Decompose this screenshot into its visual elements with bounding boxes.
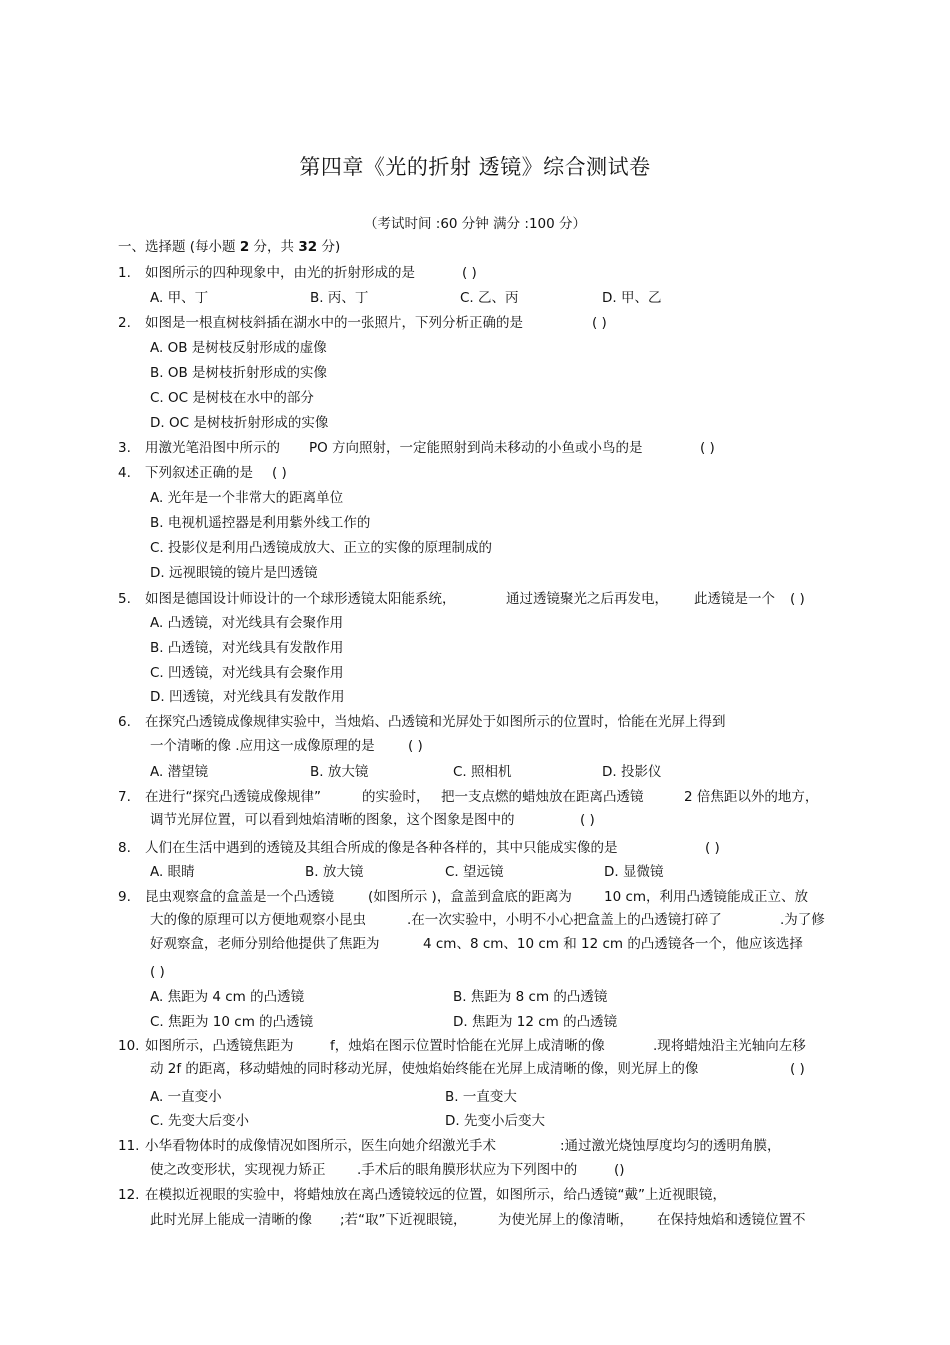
q1-option-d: D. 甲、乙 bbox=[602, 290, 662, 306]
q9-paren: ( ) bbox=[150, 964, 165, 980]
q9-text-line2c: .为了修 bbox=[780, 912, 825, 928]
q3-text: 用激光笔沿图中所示的 bbox=[145, 440, 280, 456]
q12-text-line2d: 在保持烛焰和透镜位置不 bbox=[657, 1212, 806, 1228]
q9-num: 9. bbox=[118, 889, 131, 905]
q6-option-c: C. 照相机 bbox=[453, 764, 512, 780]
q4-num: 4. bbox=[118, 465, 131, 481]
q9-text: 昆虫观察盒的盒盖是一个凸透镜 bbox=[145, 889, 334, 905]
q11-text-line2b: .手术后的眼角膜形状应为下列图中的 bbox=[357, 1162, 578, 1178]
q2-option-d: D. OC 是树枝折射形成的实像 bbox=[150, 415, 329, 431]
q4-option-c: C. 投影仪是利用凸透镜成放大、正立的实像的原理制成的 bbox=[150, 540, 493, 556]
q9-option-d: D. 焦距为 12 cm 的凸透镜 bbox=[453, 1014, 618, 1030]
q8-option-c: C. 望远镜 bbox=[445, 864, 504, 880]
q3-num: 3. bbox=[118, 440, 131, 456]
q1-paren: ( ) bbox=[462, 265, 477, 281]
q12-num: 12. bbox=[118, 1187, 140, 1203]
q7-text-2: 的实验时， bbox=[362, 789, 430, 805]
q11-text-2: :通过激光烧蚀厚度均匀的透明角膜， bbox=[560, 1138, 781, 1154]
q6-option-b: B. 放大镜 bbox=[310, 764, 369, 780]
q11-num: 11. bbox=[118, 1138, 140, 1154]
q8-option-b: B. 放大镜 bbox=[305, 864, 364, 880]
q8-option-d: D. 显微镜 bbox=[604, 864, 664, 880]
q10-num: 10. bbox=[118, 1038, 140, 1054]
q12-text-line2c: 为使光屏上的像清晰， bbox=[498, 1212, 633, 1228]
q12-text: 在模拟近视眼的实验中，将蜡烛放在离凸透镜较远的位置，如图所示，给凸透镜“戴”上近视眼镜， bbox=[145, 1187, 726, 1203]
q2-option-c: C. OC 是树枝在水中的部分 bbox=[150, 390, 314, 406]
q2-option-a: A. OB 是树枝反射形成的虚像 bbox=[150, 340, 327, 356]
q10-option-b: B. 一直变大 bbox=[445, 1089, 517, 1105]
q4-paren: ( ) bbox=[272, 465, 287, 481]
q9-text-line2b: .在一次实验中，小明不小心把盒盖上的凸透镜打碎了 bbox=[407, 912, 722, 928]
q8-num: 8. bbox=[118, 840, 131, 856]
q7-text: 在进行“探究凸透镜成像规律” bbox=[145, 789, 321, 805]
q5-text: 如图是德国设计师设计的一个球形透镜太阳能系统， bbox=[145, 591, 456, 607]
q5-num: 5. bbox=[118, 591, 131, 607]
q2-paren: ( ) bbox=[592, 315, 607, 331]
q11-text: 小华看物体时的成像情况如图所示，医生向她介绍激光手术 bbox=[145, 1138, 496, 1154]
q9-text-3: 10 cm，利用凸透镜能成正立、放 bbox=[604, 889, 809, 905]
q4-text: 下列叙述正确的是 bbox=[145, 465, 253, 481]
q2-option-b: B. OB 是树枝折射形成的实像 bbox=[150, 365, 328, 381]
q9-option-a: A. 焦距为 4 cm 的凸透镜 bbox=[150, 989, 305, 1005]
q2-text: 如图是一根直树枝斜插在湖水中的一张照片，下列分析正确的是 bbox=[145, 315, 523, 331]
q5-text-3: 此透镜是一个 bbox=[694, 591, 775, 607]
q11-text-line2a: 使之改变形状，实现视力矫正 bbox=[150, 1162, 326, 1178]
q5-text-2: 通过透镜聚光之后再发电， bbox=[506, 591, 668, 607]
q6-text-line2: 一个清晰的像 .应用这一成像原理的是 bbox=[150, 738, 375, 754]
q9-option-b: B. 焦距为 8 cm 的凸透镜 bbox=[453, 989, 608, 1005]
q9-text-line2a: 大的像的原理可以方便地观察小昆虫 bbox=[150, 912, 366, 928]
q2-num: 2. bbox=[118, 315, 131, 331]
section-heading: 一、选择题 (每小题 2 分，共 32 分) bbox=[118, 239, 341, 255]
q9-text-line3b: 4 cm、8 cm、10 cm 和 12 cm 的凸透镜各一个，他应该选择 bbox=[423, 936, 803, 952]
q5-paren: ( ) bbox=[790, 591, 805, 607]
q1-option-b: B. 丙、丁 bbox=[310, 290, 369, 306]
q1-option-a: A. 甲、丁 bbox=[150, 290, 209, 306]
q5-option-d: D. 凹透镜，对光线具有发散作用 bbox=[150, 689, 345, 705]
q10-paren: ( ) bbox=[790, 1061, 805, 1077]
page-title: 第四章《光的折射 透镜》综合测试卷 bbox=[299, 155, 651, 179]
q4-option-a: A. 光年是一个非常大的距离单位 bbox=[150, 490, 344, 506]
q6-option-a: A. 潜望镜 bbox=[150, 764, 209, 780]
q7-paren: ( ) bbox=[580, 812, 595, 828]
q10-text-2: f，烛焰在图示位置时恰能在光屏上成清晰的像 bbox=[330, 1038, 605, 1054]
q4-option-b: B. 电视机遥控器是利用紫外线工作的 bbox=[150, 515, 371, 531]
q5-option-c: C. 凹透镜，对光线具有会聚作用 bbox=[150, 665, 344, 681]
q11-paren: () bbox=[614, 1162, 625, 1178]
q5-option-b: B. 凸透镜，对光线具有发散作用 bbox=[150, 640, 344, 656]
q8-option-a: A. 眼睛 bbox=[150, 864, 195, 880]
q6-option-d: D. 投影仪 bbox=[602, 764, 662, 780]
q8-paren: ( ) bbox=[705, 840, 720, 856]
q10-option-a: A. 一直变小 bbox=[150, 1089, 222, 1105]
q5-option-a: A. 凸透镜，对光线具有会聚作用 bbox=[150, 615, 344, 631]
q1-num: 1. bbox=[118, 265, 131, 281]
q7-text-line2: 调节光屏位置，可以看到烛焰清晰的图象，这个图象是图中的 bbox=[150, 812, 515, 828]
q7-text-3: 把一支点燃的蜡烛放在距离凸透镜 bbox=[441, 789, 644, 805]
q10-option-d: D. 先变小后变大 bbox=[445, 1113, 545, 1129]
q10-text: 如图所示，凸透镜焦距为 bbox=[145, 1038, 294, 1054]
q10-option-c: C. 先变大后变小 bbox=[150, 1113, 250, 1129]
q9-option-c: C. 焦距为 10 cm 的凸透镜 bbox=[150, 1014, 314, 1030]
q1-text: 如图所示的四种现象中，由光的折射形成的是 bbox=[145, 265, 415, 281]
q10-text-3: .现将蜡烛沿主光轴向左移 bbox=[653, 1038, 806, 1054]
q3-paren: ( ) bbox=[700, 440, 715, 456]
exam-info: （考试时间 :60 分钟 满分 :100 分） bbox=[364, 216, 586, 232]
q6-text: 在探究凸透镜成像规律实验中，当烛焰、凸透镜和光屏处于如图所示的位置时，恰能在光屏上得到 bbox=[145, 714, 726, 730]
q12-text-line2a: 此时光屏上能成一清晰的像 bbox=[150, 1212, 312, 1228]
q3-text-2: PO 方向照射，一定能照射到尚未移动的小鱼或小鸟的是 bbox=[309, 440, 643, 456]
q7-text-4: 2 倍焦距以外的地方， bbox=[684, 789, 819, 805]
q9-text-2: (如图所示 )，盒盖到盒底的距离为 bbox=[368, 889, 572, 905]
q9-text-line3a: 好观察盒，老师分别给他提供了焦距为 bbox=[150, 936, 380, 952]
q7-num: 7. bbox=[118, 789, 131, 805]
q10-text-line2: 动 2f 的距离，移动蜡烛的同时移动光屏，使烛焰始终能在光屏上成清晰的像，则光屏上的像 bbox=[150, 1061, 699, 1077]
q6-paren: ( ) bbox=[408, 738, 423, 754]
q6-num: 6. bbox=[118, 714, 131, 730]
q4-option-d: D. 远视眼镜的镜片是凹透镜 bbox=[150, 565, 318, 581]
q12-text-line2b: ;若“取”下近视眼镜， bbox=[340, 1212, 467, 1228]
q8-text: 人们在生活中遇到的透镜及其组合所成的像是各种各样的，其中只能成实像的是 bbox=[145, 840, 618, 856]
q1-option-c: C. 乙、丙 bbox=[460, 290, 519, 306]
